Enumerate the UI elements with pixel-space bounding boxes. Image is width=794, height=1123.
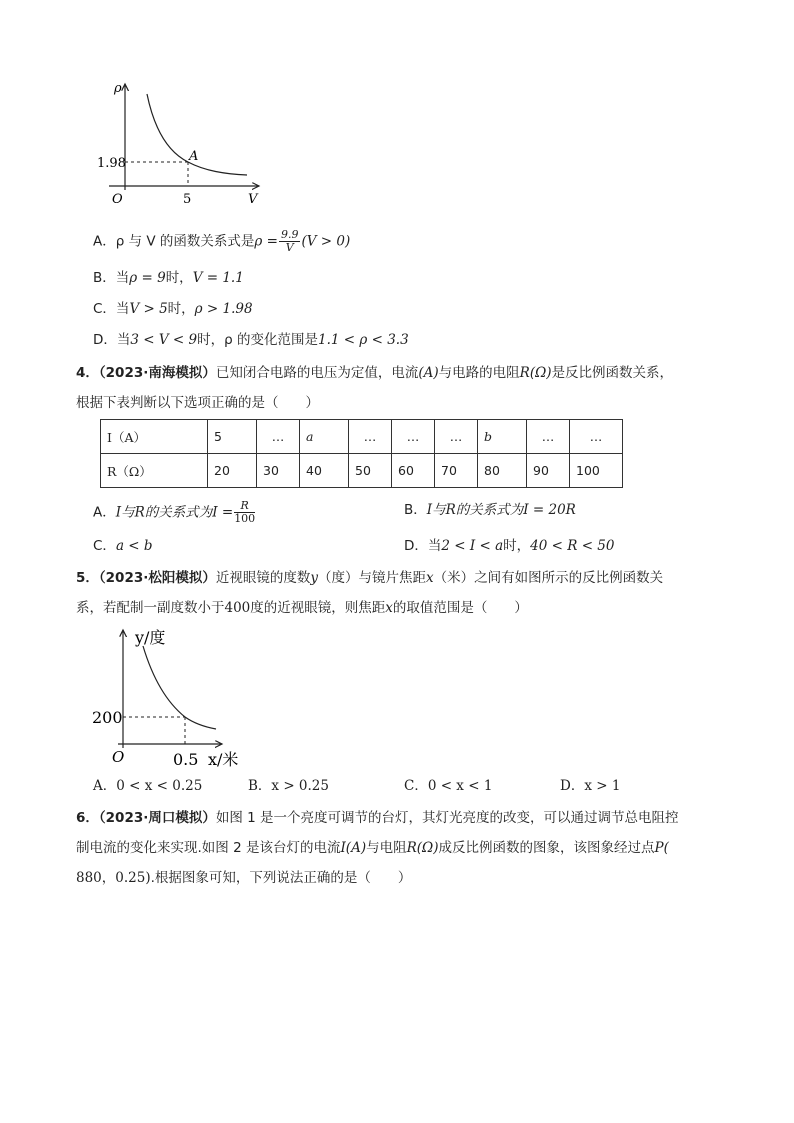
table-cell: 80	[478, 454, 527, 488]
numerator: R	[234, 500, 255, 513]
y-tick-label: 1.98	[97, 156, 126, 171]
question-source: （2023·松阳模拟）	[98, 570, 216, 586]
option-text: 时，	[503, 538, 531, 554]
stem-text: 已知闭合电路的电压为定值，电流	[215, 365, 419, 381]
math: 880，0.25)	[76, 870, 151, 886]
math: I =	[212, 504, 234, 521]
option-text: C．当	[93, 301, 130, 317]
table-cell: 100	[570, 454, 623, 488]
math: (V > 0)	[301, 233, 351, 250]
stem-text: 度的近视眼镜，则焦距	[250, 600, 386, 616]
math: 3 < V < 9	[130, 332, 198, 348]
table-cell: 90	[527, 454, 570, 488]
stem-text: （米）之间有如图所示的反比例函数关	[433, 570, 664, 586]
graph-degree-focal	[90, 626, 260, 771]
q5-option-d[interactable]: D．x > 1	[560, 778, 621, 794]
y-tick-label: 200	[92, 708, 123, 727]
stem-text: 近视眼镜的度数	[215, 570, 311, 586]
option-text: A．ρ 与 V 的函数关系式是	[93, 233, 255, 250]
q4-option-d[interactable]	[404, 536, 614, 556]
x-axis-label: x/米	[208, 750, 239, 769]
option-text: 时，ρ 的变化范围是	[197, 332, 318, 348]
stem-text: 与电路的电阻	[438, 365, 520, 381]
stem-text: （度）与镜片焦距	[318, 570, 426, 586]
table-cell: R（Ω）	[101, 454, 208, 488]
q3-option-d[interactable]	[93, 330, 409, 350]
y-axis-label: ρ	[114, 81, 122, 96]
math: ρ =	[254, 233, 278, 250]
q5-option-c[interactable]: C．0 < x < 1	[404, 778, 493, 794]
q5-stem-line2	[76, 598, 528, 618]
table-cell: 40	[300, 454, 349, 488]
table-cell: I（A）	[101, 420, 208, 454]
option-text: A．	[93, 504, 116, 521]
math: R(Ω)	[519, 365, 552, 381]
q4-option-b[interactable]	[404, 500, 576, 520]
table-cell: …	[257, 420, 300, 454]
math: ρ > 1.98	[194, 301, 253, 317]
graph-rho-v	[95, 78, 275, 208]
table-cell: …	[570, 420, 623, 454]
question-number: 6．	[76, 810, 99, 826]
stem-text: 根据下表判断以下选项正确的是（ ）	[76, 395, 319, 411]
q5-option-b[interactable]: B．x > 0.25	[248, 778, 329, 794]
table-cell: 60	[392, 454, 435, 488]
question-source: （2023·南海模拟）	[98, 365, 216, 381]
point-a-label: A	[189, 149, 199, 164]
option-text: 时，	[167, 301, 195, 317]
q6-stem-line3	[76, 868, 411, 888]
q5-option-a[interactable]: A．0 < x < 0.25	[93, 778, 203, 794]
q5-stem-line1	[76, 568, 663, 588]
origin-label: O	[112, 192, 123, 207]
table-cell: …	[435, 420, 478, 454]
x-axis-label: V	[248, 192, 258, 207]
math: P(	[654, 840, 669, 856]
fraction	[234, 500, 255, 525]
stem-text: 制电流的变化来实现.如图 2 是该台灯的电流	[76, 840, 341, 856]
x-tick-label: 5	[183, 192, 192, 207]
option-text: D．当	[404, 538, 442, 554]
fraction	[279, 229, 301, 254]
question-source: （2023·周口模拟）	[98, 810, 216, 826]
math: 400	[224, 600, 251, 616]
math: I = 20R	[523, 502, 576, 518]
current-resistance-table	[100, 419, 623, 488]
table-cell: …	[392, 420, 435, 454]
x-tick-label: 0.5	[173, 750, 199, 769]
question-number: 5．	[76, 570, 99, 586]
stem-text: 的取值范围是（ ）	[392, 600, 528, 616]
table-row	[101, 454, 623, 488]
denominator: V	[285, 241, 294, 254]
table-cell: 50	[349, 454, 392, 488]
math: (A)	[418, 365, 439, 381]
math: 2 < I < a	[441, 538, 504, 554]
option-text: C．	[93, 538, 116, 554]
table-cell: 20	[208, 454, 257, 488]
table-cell: a	[300, 420, 349, 454]
math: V > 5	[129, 301, 168, 317]
table-cell: 30	[257, 454, 300, 488]
math: a < b	[115, 538, 153, 554]
denominator: 100	[234, 512, 256, 525]
option-text: 时，	[165, 270, 193, 286]
option-text: B．当	[93, 270, 130, 286]
math: x	[426, 570, 434, 586]
q4-stem-line1	[76, 363, 673, 383]
math: ρ = 9	[129, 270, 166, 286]
math: x	[385, 600, 393, 616]
option-text: I与R的关系式为	[426, 502, 524, 518]
q6-stem-line2	[76, 838, 669, 858]
numerator: 9.9	[280, 228, 299, 241]
math: R(Ω)	[406, 840, 439, 856]
stem-text: 与电阻	[366, 840, 407, 856]
table-cell: …	[527, 420, 570, 454]
q4-stem-line2	[76, 393, 319, 413]
table-cell: 5	[208, 420, 257, 454]
math: V = 1.1	[192, 270, 244, 286]
option-text: I与R的关系式为	[115, 504, 213, 521]
table-row	[101, 420, 623, 454]
y-axis-label: y/度	[135, 628, 166, 647]
table-cell: …	[349, 420, 392, 454]
stem-text: 如图 1 是一个亮度可调节的台灯，其灯光亮度的改变，可以通过调节总电阻控	[215, 810, 679, 826]
q4-option-c[interactable]	[93, 536, 153, 556]
question-number: 4．	[76, 365, 99, 381]
q6-stem-line1	[76, 808, 679, 828]
origin-label: O	[112, 748, 125, 766]
math: y	[310, 570, 318, 586]
math: I(A)	[340, 840, 367, 856]
math: 1.1 < ρ < 3.3	[318, 332, 409, 348]
table-cell: b	[478, 420, 527, 454]
option-text: D．当	[93, 332, 131, 348]
stem-text: 系，若配制一副度数小于	[76, 600, 225, 616]
stem-text: .根据图象可知，下列说法正确的是（ ）	[150, 870, 412, 886]
math: 40 < R < 50	[530, 538, 615, 554]
table-cell: 70	[435, 454, 478, 488]
q3-option-c[interactable]	[93, 299, 253, 319]
q3-option-b[interactable]	[93, 268, 244, 288]
q4-option-a[interactable]	[93, 500, 256, 525]
q3-option-a[interactable]	[93, 229, 350, 254]
stem-text: 成反比例函数的图象，该图象经过点	[438, 840, 655, 856]
stem-text: 是反比例函数关系，	[551, 365, 674, 381]
option-text: B．	[404, 502, 427, 518]
